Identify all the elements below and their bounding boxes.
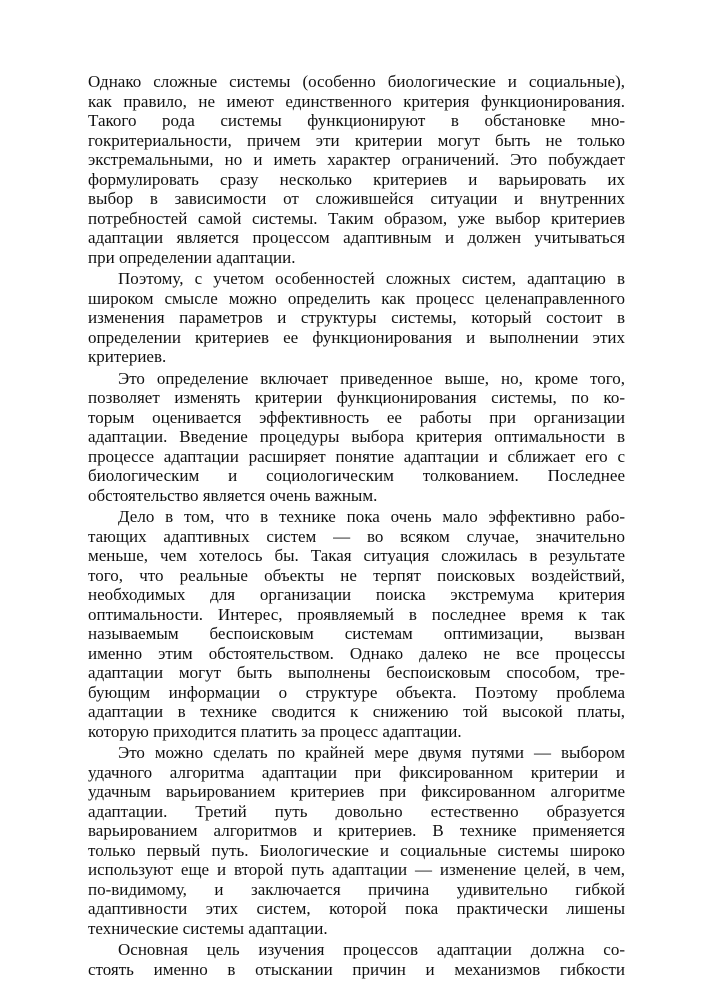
text-line: адаптации. Третий путь довольно естественно образуется [88, 801, 625, 821]
paragraph-2 [88, 269, 625, 367]
text-line: изменения параметров и структуры системы, который состоит в [88, 308, 625, 327]
text-line: формулировать сразу несколько критериев и варьировать их [88, 169, 625, 189]
text-line: процессе адаптации расширяет понятие адаптации и сближает его с [88, 446, 625, 466]
paragraph-6 [88, 940, 625, 979]
text-line: по-видимому, и заключается причина удивительно гибкой [88, 879, 625, 899]
paragraph-1 [88, 72, 625, 267]
text-line: обстоятельство является очень важным. [88, 485, 378, 505]
text-line: называемым беспоисковым системам оптимизации, вызван [88, 624, 625, 643]
text-line: гокритериальности, причем эти критерии могут быть не только [88, 130, 625, 150]
paragraph-4 [88, 507, 625, 741]
text-line: удачным варьированием критериев при фиксированном алгоритме [88, 782, 625, 801]
paragraph-3 [88, 369, 625, 506]
text-line: используют еще и второй путь адаптации — изменение целей, в чем, [88, 860, 625, 879]
text-line: выбор в зависимости от сложившейся ситуации и внутренних [88, 189, 625, 208]
text-line: технические системы адаптации. [88, 918, 328, 938]
text-line: того, что реальные объекты не терпят поисковых воздействий, [88, 565, 625, 585]
text-line: которую приходится платить за процесс адаптации. [88, 721, 462, 741]
text-line: стоять именно в отыскании причин и механизмов гибкости [88, 959, 625, 979]
text-line: Такого рода системы функционируют в обстановке мно- [88, 111, 625, 130]
text-line: Дело в том, что в технике пока очень мало эффективно рабо- [118, 507, 625, 526]
text-line: удачного алгоритма адаптации при фиксированном критерии и [88, 762, 625, 782]
text-line: экстремальными, но и иметь характер ограничений. Это побуждает [88, 150, 625, 169]
text-line: адаптивности этих систем, которой пока практически лишены [88, 899, 625, 918]
text-line: Основная цель изучения процессов адаптации должна со- [118, 940, 625, 959]
document-page [88, 72, 625, 979]
text-line: необходимых для организации поиска экстремума критерия [88, 585, 625, 604]
text-line: критериев. [88, 347, 167, 366]
text-line: широком смысле можно определить как процесс целенаправленного [88, 288, 625, 308]
text-line: при определении адаптации. [88, 247, 296, 267]
text-line: варьированием алгоритмов и критериев. В технике применяется [88, 821, 625, 840]
text-line: Поэтому, с учетом особенностей сложных систем, адаптацию в [118, 269, 625, 288]
text-line: Однако сложные системы (особенно биологические и социальные), [88, 72, 625, 91]
text-line: биологическим и социологическим толкованием. Последнее [88, 466, 625, 485]
text-line: бующим информации о структуре объекта. Поэтому проблема [88, 682, 625, 702]
text-line: как правило, не имеют единственного критерия функционирования. [88, 91, 625, 111]
text-line: оптимальности. Интерес, проявляемый в последнее время к так [88, 604, 625, 624]
text-line: адаптации является процессом адаптивным и должен учитываться [88, 228, 625, 247]
text-line: Это определение включает приведенное выше, но, кроме того, [118, 368, 625, 388]
paragraph-5 [88, 743, 625, 938]
text-line: меньше, чем хотелось бы. Такая ситуация сложилась в результате [88, 546, 625, 565]
text-line: только первый путь. Биологические и социальные системы широко [88, 840, 625, 860]
text-line: Это можно сделать по крайней мере двумя путями — выбором [118, 743, 625, 762]
text-line: именно этим обстоятельством. Однако далеко не все процессы [88, 643, 625, 663]
text-line: позволяет изменять критерии функционирования системы, по ко- [88, 388, 625, 407]
text-line: торым оценивается эффективность ее работы при организации [88, 407, 625, 427]
text-line: адаптации. Введение процедуры выбора критерия оптимальности в [88, 427, 625, 446]
text-line: потребностей самой системы. Таким образом, уже выбор критериев [88, 208, 625, 228]
text-line: тающих адаптивных систем — во всяком случае, значительно [88, 526, 625, 546]
text-line: адаптации могут быть выполнены беспоисковым способом, тре- [88, 663, 625, 682]
text-line: адаптации в технике сводится к снижению той высокой платы, [88, 702, 625, 721]
text-line: определении критериев ее функционирования и выполнении этих [88, 327, 625, 347]
